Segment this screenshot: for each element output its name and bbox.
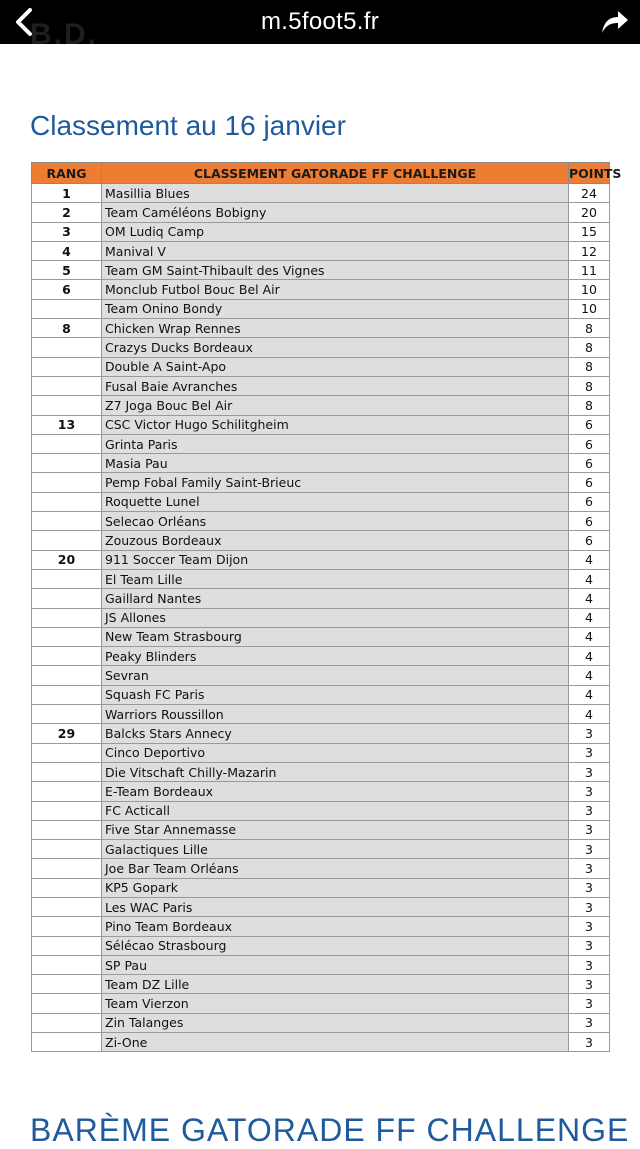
section-heading-bareme: BARÈME GATORADE FF CHALLENGE (30, 1112, 630, 1148)
points-cell: 3 (569, 859, 610, 878)
table-row (32, 782, 610, 801)
header-team: CLASSEMENT GATORADE FF CHALLENGE (102, 163, 569, 184)
team-cell: SP Pau (102, 955, 569, 974)
table-row (32, 241, 610, 260)
table-row (32, 762, 610, 781)
team-cell: Masia Pau (102, 454, 569, 473)
points-cell: 3 (569, 1013, 610, 1032)
team-cell: Zouzous Bordeaux (102, 531, 569, 550)
table-row (32, 396, 610, 415)
points-cell: 10 (569, 280, 610, 299)
table-row (32, 203, 610, 222)
points-cell: 3 (569, 878, 610, 897)
points-cell: 3 (569, 955, 610, 974)
team-cell: Five Star Annemasse (102, 820, 569, 839)
rank-cell (32, 512, 102, 531)
rank-cell (32, 531, 102, 550)
table-row (32, 512, 610, 531)
rank-cell (32, 396, 102, 415)
rank-cell (32, 357, 102, 376)
points-cell: 4 (569, 685, 610, 704)
team-cell: CSC Victor Hugo Schilitgheim (102, 415, 569, 434)
table-row (32, 376, 610, 395)
rank-cell (32, 569, 102, 588)
team-cell: Double A Saint-Apo (102, 357, 569, 376)
share-arrow-icon (600, 9, 630, 35)
points-cell: 4 (569, 666, 610, 685)
points-cell: 4 (569, 647, 610, 666)
table-row (32, 357, 610, 376)
rank-cell (32, 492, 102, 511)
team-cell: Galactiques Lille (102, 840, 569, 859)
table-row (32, 299, 610, 318)
team-cell: Team Caméléons Bobigny (102, 203, 569, 222)
table-row (32, 840, 610, 859)
rank-cell (32, 743, 102, 762)
table-row (32, 975, 610, 994)
rank-cell (32, 762, 102, 781)
rank-cell: 13 (32, 415, 102, 434)
points-cell: 3 (569, 840, 610, 859)
team-cell: Manival V (102, 241, 569, 260)
team-cell: Crazys Ducks Bordeaux (102, 338, 569, 357)
rank-cell (32, 1033, 102, 1052)
table-row (32, 531, 610, 550)
team-cell: Joe Bar Team Orléans (102, 859, 569, 878)
team-cell: E-Team Bordeaux (102, 782, 569, 801)
team-cell: Chicken Wrap Rennes (102, 319, 569, 338)
table-row (32, 917, 610, 936)
table-row (32, 743, 610, 762)
ranking-table (31, 162, 622, 1052)
rank-cell (32, 608, 102, 627)
rank-cell (32, 647, 102, 666)
rank-cell (32, 917, 102, 936)
team-cell: Team Vierzon (102, 994, 569, 1013)
table-row (32, 955, 610, 974)
team-cell: Selecao Orléans (102, 512, 569, 531)
points-cell: 4 (569, 705, 610, 724)
points-cell: 4 (569, 589, 610, 608)
team-cell: New Team Strasbourg (102, 627, 569, 646)
rank-cell: 2 (32, 203, 102, 222)
table-row (32, 859, 610, 878)
rank-cell (32, 627, 102, 646)
table-row (32, 184, 610, 203)
points-cell: 6 (569, 473, 610, 492)
points-cell: 3 (569, 743, 610, 762)
points-cell: 3 (569, 936, 610, 955)
page-heading: Classement au 16 janvier (30, 110, 346, 141)
points-cell: 4 (569, 550, 610, 569)
ranking-table-container (31, 162, 622, 1052)
rank-cell: 29 (32, 724, 102, 743)
rank-cell (32, 473, 102, 492)
table-row (32, 454, 610, 473)
team-cell: Grinta Paris (102, 434, 569, 453)
rank-cell: 8 (32, 319, 102, 338)
table-row (32, 627, 610, 646)
rank-cell (32, 376, 102, 395)
points-cell: 12 (569, 241, 610, 260)
share-button[interactable] (590, 0, 640, 44)
points-cell: 3 (569, 782, 610, 801)
table-row (32, 550, 610, 569)
table-row (32, 261, 610, 280)
rank-cell (32, 338, 102, 357)
rank-cell (32, 299, 102, 318)
rank-cell (32, 1013, 102, 1032)
previous-section-text: B.D. (30, 18, 98, 51)
table-row (32, 222, 610, 241)
points-cell: 11 (569, 261, 610, 280)
points-cell: 10 (569, 299, 610, 318)
team-cell: Squash FC Paris (102, 685, 569, 704)
team-cell: JS Allones (102, 608, 569, 627)
team-cell: Masillia Blues (102, 184, 569, 203)
table-row (32, 685, 610, 704)
points-cell: 3 (569, 897, 610, 916)
rank-cell: 20 (32, 550, 102, 569)
rank-cell: 1 (32, 184, 102, 203)
team-cell: Sélécao Strasbourg (102, 936, 569, 955)
table-header-row (32, 163, 610, 184)
points-cell: 3 (569, 994, 610, 1013)
team-cell: Die Vitschaft Chilly-Mazarin (102, 762, 569, 781)
team-cell: Peaky Blinders (102, 647, 569, 666)
table-row (32, 589, 610, 608)
points-cell: 4 (569, 627, 610, 646)
points-cell: 6 (569, 454, 610, 473)
points-cell: 8 (569, 357, 610, 376)
table-row (32, 994, 610, 1013)
table-row (32, 647, 610, 666)
rank-cell (32, 955, 102, 974)
url-label[interactable]: m.5foot5.fr (260, 8, 379, 35)
team-cell: KP5 Gopark (102, 878, 569, 897)
points-cell: 6 (569, 415, 610, 434)
points-cell: 8 (569, 319, 610, 338)
rank-cell (32, 975, 102, 994)
table-row (32, 415, 610, 434)
rank-cell (32, 820, 102, 839)
points-cell: 3 (569, 917, 610, 936)
team-cell: Team Onino Bondy (102, 299, 569, 318)
points-cell: 6 (569, 434, 610, 453)
points-cell: 3 (569, 724, 610, 743)
rank-cell: 6 (32, 280, 102, 299)
rank-cell (32, 434, 102, 453)
team-cell: Monclub Futbol Bouc Bel Air (102, 280, 569, 299)
points-cell: 3 (569, 975, 610, 994)
team-cell: Pemp Fobal Family Saint-Brieuc (102, 473, 569, 492)
table-row (32, 724, 610, 743)
team-cell: Sevran (102, 666, 569, 685)
rank-cell (32, 685, 102, 704)
rank-cell (32, 840, 102, 859)
table-row (32, 1013, 610, 1032)
rank-cell (32, 454, 102, 473)
header-rang: RANG (32, 163, 102, 184)
team-cell: Zin Talanges (102, 1013, 569, 1032)
team-cell: Les WAC Paris (102, 897, 569, 916)
points-cell: 8 (569, 376, 610, 395)
table-row (32, 280, 610, 299)
points-cell: 8 (569, 338, 610, 357)
points-cell: 24 (569, 184, 610, 203)
team-cell: OM Ludiq Camp (102, 222, 569, 241)
table-row (32, 878, 610, 897)
team-cell: Roquette Lunel (102, 492, 569, 511)
table-row (32, 319, 610, 338)
points-cell: 8 (569, 396, 610, 415)
team-cell: Cinco Deportivo (102, 743, 569, 762)
rank-cell (32, 878, 102, 897)
table-row (32, 936, 610, 955)
points-cell: 3 (569, 801, 610, 820)
team-cell: Warriors Roussillon (102, 705, 569, 724)
points-cell: 6 (569, 492, 610, 511)
table-row (32, 338, 610, 357)
team-cell: FC Acticall (102, 801, 569, 820)
points-cell: 15 (569, 222, 610, 241)
rank-cell (32, 666, 102, 685)
table-row (32, 897, 610, 916)
points-cell: 6 (569, 512, 610, 531)
rank-cell (32, 936, 102, 955)
rank-cell: 4 (32, 241, 102, 260)
rank-cell (32, 782, 102, 801)
team-cell: Fusal Baie Avranches (102, 376, 569, 395)
team-cell: El Team Lille (102, 569, 569, 588)
points-cell: 3 (569, 1033, 610, 1052)
table-row (32, 705, 610, 724)
table-row (32, 608, 610, 627)
rank-cell: 3 (32, 222, 102, 241)
points-cell: 4 (569, 569, 610, 588)
rank-cell (32, 859, 102, 878)
team-cell: Balcks Stars Annecy (102, 724, 569, 743)
team-cell: Pino Team Bordeaux (102, 917, 569, 936)
team-cell: Z7 Joga Bouc Bel Air (102, 396, 569, 415)
table-row (32, 820, 610, 839)
team-cell: Zi-One (102, 1033, 569, 1052)
points-cell: 4 (569, 608, 610, 627)
team-cell: Team GM Saint-Thibault des Vignes (102, 261, 569, 280)
points-cell: 3 (569, 762, 610, 781)
points-cell: 3 (569, 820, 610, 839)
table-row (32, 569, 610, 588)
header-points: POINTS (569, 163, 610, 184)
table-row (32, 666, 610, 685)
table-row (32, 434, 610, 453)
rank-cell (32, 994, 102, 1013)
table-row (32, 473, 610, 492)
team-cell: Gaillard Nantes (102, 589, 569, 608)
team-cell: Team DZ Lille (102, 975, 569, 994)
table-row (32, 1033, 610, 1052)
rank-cell (32, 589, 102, 608)
rank-cell: 5 (32, 261, 102, 280)
points-cell: 6 (569, 531, 610, 550)
points-cell: 20 (569, 203, 610, 222)
table-row (32, 492, 610, 511)
rank-cell (32, 705, 102, 724)
rank-cell (32, 801, 102, 820)
team-cell: 911 Soccer Team Dijon (102, 550, 569, 569)
table-row (32, 801, 610, 820)
rank-cell (32, 897, 102, 916)
